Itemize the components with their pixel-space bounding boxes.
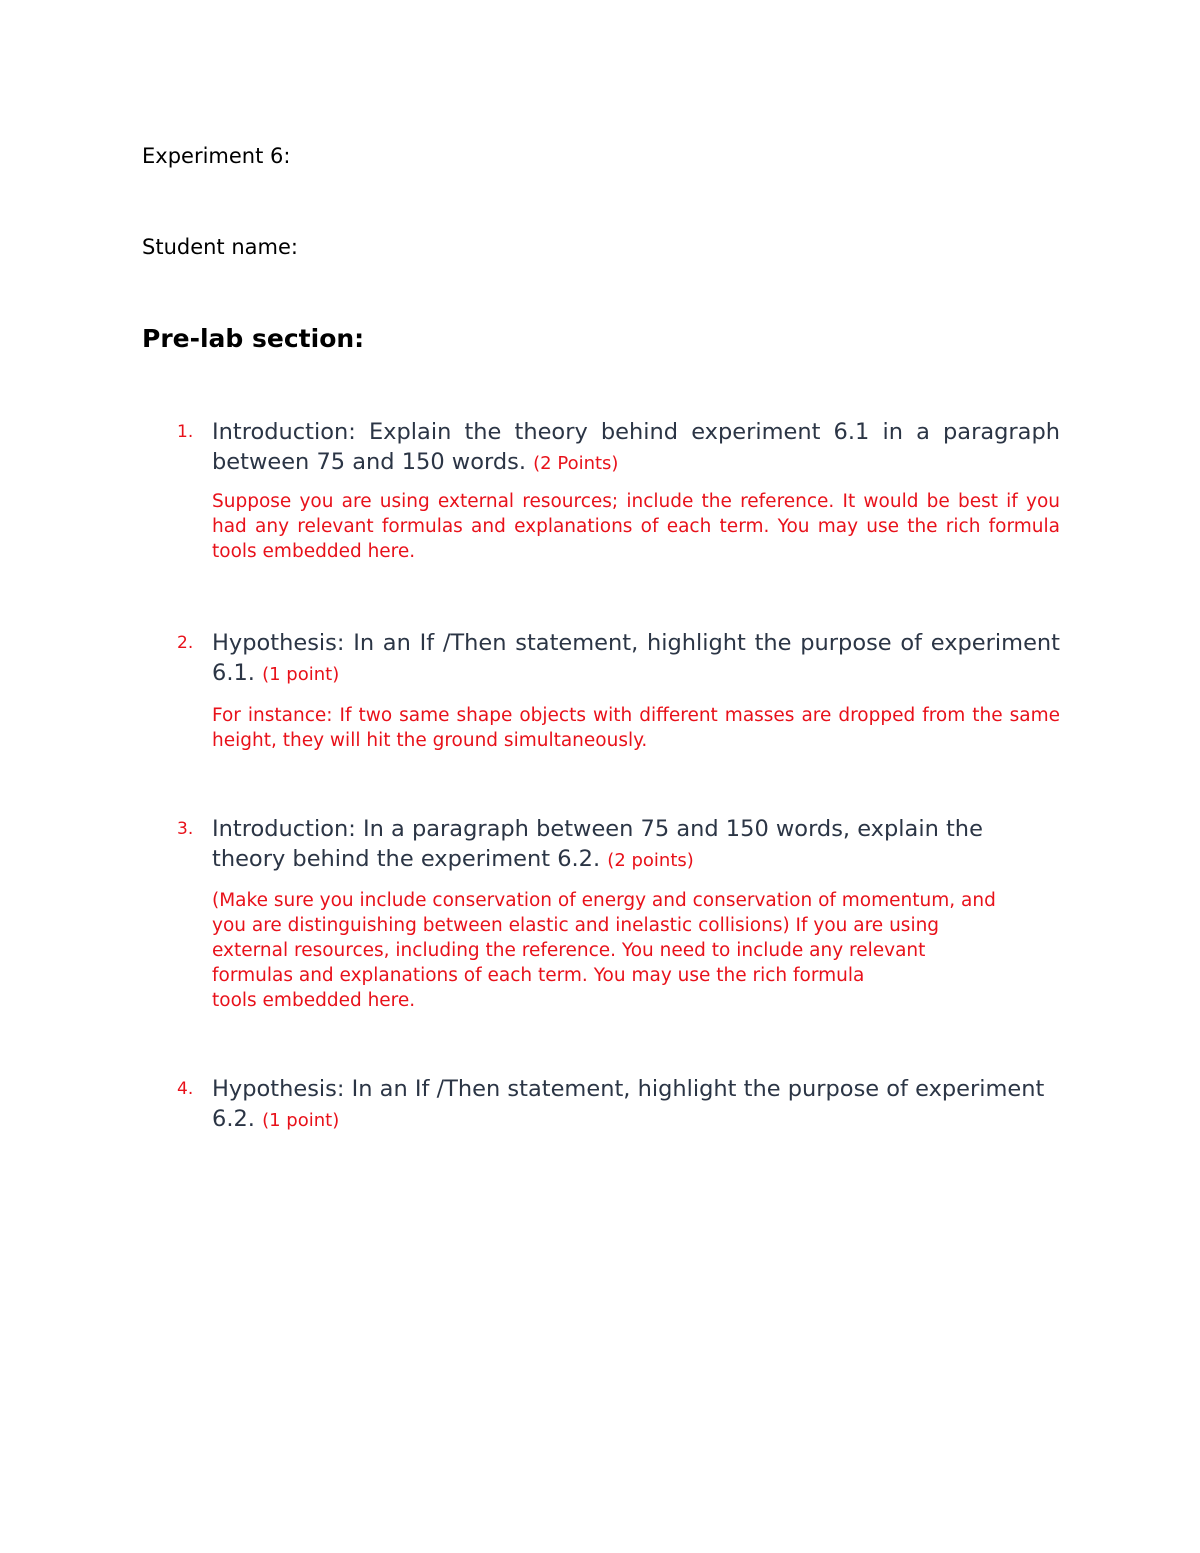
list-item (142, 1074, 1060, 1136)
question-text (212, 814, 1060, 876)
question-text (212, 628, 1060, 690)
list-item (142, 814, 1060, 1013)
note-line: tools embedded here. (212, 990, 416, 1011)
instruction-note: For instance: If two same shape objects with different masses are dropped from the same height, they will hit the ground simultaneously. (212, 705, 1060, 751)
note-line: formulas and explanations of each term. You may use the rich formula (212, 965, 865, 986)
item-number: 4. (177, 1079, 194, 1099)
experiment-title: Experiment 6: (142, 144, 291, 168)
section-heading: Pre-lab section: (142, 324, 365, 353)
item-number: 3. (177, 819, 194, 839)
note-line: external resources, including the reference. You need to include any relevant (212, 940, 926, 961)
points-label: (1 point) (262, 664, 340, 685)
list-item (142, 628, 1060, 753)
student-name-label: Student name: (142, 235, 298, 259)
item-number: 2. (177, 633, 194, 653)
question-label: Hypothesis: In an If /Then statement, highlight the purpose of experiment 6.1. (212, 630, 1060, 686)
note-line: (Make sure you include conservation of energy and conservation of momentum, and (212, 890, 996, 911)
points-label: (1 point) (262, 1110, 340, 1131)
points-label: (2 points) (607, 850, 694, 871)
question-text (212, 1074, 1060, 1136)
note-line: you are distinguishing between elastic and inelastic collisions) If you are using (212, 915, 940, 936)
points-label: (2 Points) (533, 453, 619, 474)
list-item (142, 417, 1060, 564)
question-label: Hypothesis: In an If /Then statement, highlight the purpose of experiment 6.2. (212, 1076, 1045, 1132)
instruction-note: Suppose you are using external resources; include the reference. It would be best if you had any relevant formulas and explanations of each term. You may use the rich formula tools embedded here. (212, 491, 1060, 562)
question-label: Introduction: Explain the theory behind experiment 6.1 in a paragraph between 75 and 150 words. (212, 419, 1060, 475)
instruction-note (212, 888, 1060, 1013)
item-number: 1. (177, 422, 194, 442)
question-label: Introduction: In a paragraph between 75 and 150 words, explain the theory behind the experiment 6.2. (212, 816, 983, 872)
question-text (212, 417, 1060, 479)
